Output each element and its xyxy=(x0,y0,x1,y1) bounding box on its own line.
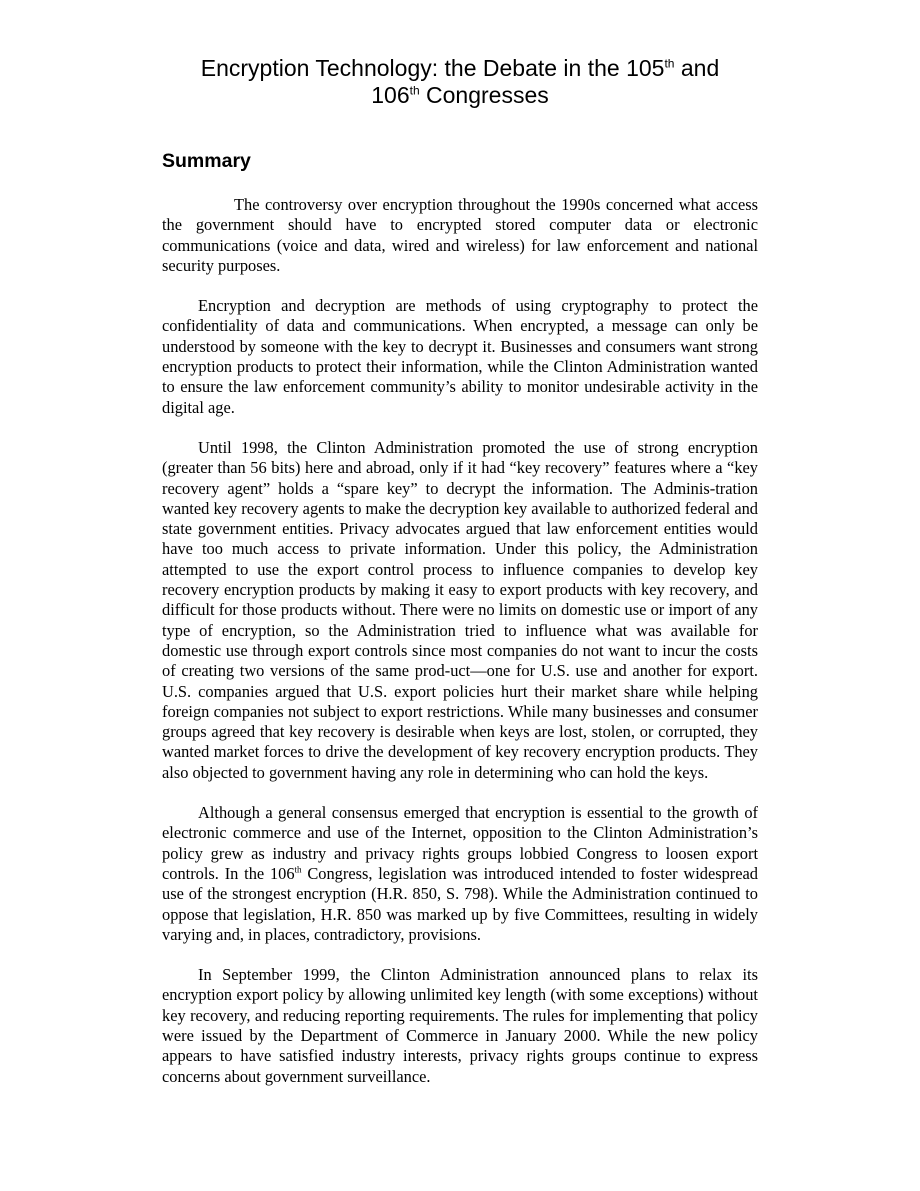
paragraph-4-text-after: Congress, legislation was introduced intended to foster widespread use of the strongest encryption (H.R. 850, S. 798). While the Administration continued to oppose that legislation, H.R. 850 was marked up by five Committees, resulting in widely varying and, in places, contradictory, provisions. xyxy=(162,863,758,944)
document-page xyxy=(162,55,758,1087)
title-text-part2: and xyxy=(674,55,720,81)
summary-paragraph-2: Encryption and decryption are methods of using cryptography to protect the confidentiality of data and communications. When encrypted, a message can only be understood by someone with the key to decrypt it. Businesses and consumers want strong encryption products to protect their information, while the Clinton Administration wanted to ensure the law enforcement community’s ability to monitor undesirable activity in the digital age. xyxy=(162,296,758,417)
title-superscript-2: th xyxy=(409,83,420,98)
paragraph-4-superscript: th xyxy=(294,864,302,875)
summary-paragraph-4 xyxy=(162,803,758,945)
summary-paragraph-1: The controversy over encryption throughout the 1990s concerned what access the government should have to encrypted stored computer data or electronic communications (voice and data, wired and wireless) for law enforcement and national security purposes. xyxy=(162,195,758,275)
title-superscript-1: th xyxy=(664,56,675,71)
title-text-part1: Encryption Technology: the Debate in the 105 xyxy=(200,55,665,81)
title-text-part3: 106 xyxy=(371,82,410,108)
summary-paragraph-5: In September 1999, the Clinton Administration announced plans to relax its encryption export policy by allowing unlimited key length (with some exceptions) without key recovery, and reducing reporting requirements. The rules for implementing that policy were issued by the Department of Commerce in January 2000. While the new policy appears to have satisfied industry interests, privacy rights groups continue to express concerns about government surveillance. xyxy=(162,965,758,1086)
summary-paragraph-3: Until 1998, the Clinton Administration promoted the use of strong encryption (greater than 56 bits) here and abroad, only if it had “key recovery” features where a “key recovery agent” holds a “spare key” to decrypt the information. The Adminis-tration wanted key recovery agents to make the decryption key available to authorized federal and state government entities. Privacy advocates argued that law enforcement entities would have too much access to private information. Under this policy, the Administration attempted to use the export control process to influence companies to develop key recovery encryption products by making it easy to export products with key recovery, and difficult for those products without. There were no limits on domestic use or import of any type of encryption, so the Administration tried to influence what was available for domestic use through export controls since most companies do not want to incur the costs of creating two versions of the same prod-uct—one for U.S. use and another for export. U.S. companies argued that U.S. export policies hurt their market share while helping foreign companies not subject to export restrictions. While many businesses and consumer groups agreed that key recovery is desirable when keys are lost, stolen, or corrupted, they wanted market forces to drive the development of key recovery encryption products. They also objected to government having any role in determining who can hold the keys. xyxy=(162,437,758,782)
summary-heading: Summary xyxy=(162,150,251,172)
paragraph-4-text-before: Although a general consensus emerged that encryption is essential to the growth of electronic commerce and use of the Internet, opposition to the Clinton Administration’s policy grew as industry and privacy rights groups lobbied Congress to loosen export controls. In the 106 xyxy=(162,803,758,883)
document-title xyxy=(162,55,758,109)
title-text-part4: Congresses xyxy=(419,82,549,108)
